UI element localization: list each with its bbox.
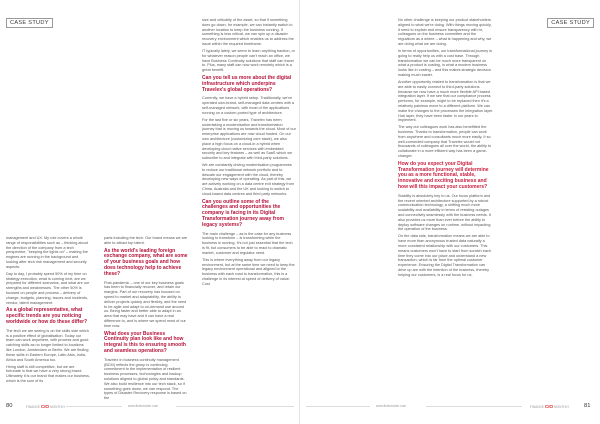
case-study-tag-right: CASE STUDY [547,18,594,28]
answer-paragraph: Currently, we have a hybrid setup. Traditionally, we've operated own-brand, self-managed data centres with a self-managed network, with most of the applications running on a custom-ported type of architecture. [202,96,295,115]
footer-divider [306,406,370,407]
answer-paragraph: We are constantly driving modernisation programmes to reduce our traditional network portfolio and to descale our engagement with the cloud, thereby developing new ways of operating. As part of this, we are actively working on a data centre exit strategy from China, Australia and the UK and looking to switch to cloud-based data centres and third party networks. [202,163,295,196]
column-3-paragraph: size and criticality of the asset, so that if something does go down, for example, we can instantly switch to another location to keep the business running. If something is less critical, we can spin up a disaster recovery environment which enables us to address the issue within the required timeframe. [202,18,294,46]
intro-paragraph-1: management and UX. My role covers a whole range of responsibilities such as – thinking about the direction of the company from a tech perspective, "keeping the lights on" – making the engines are running in the background and looking after tech risk management and security aspects. [6,236,88,269]
answer-paragraph: Stability is absolutely key to us. Our focus platform and the recent oriented architecture supported by a robust communication technology, a shifting much more scalability and availability in terms of resisting outages and connectivity seamlessly with the business needs. It also provides us more than ever before the ability to deploy software changes on runtime, without impacting the operation of the business. [398,193,491,232]
answer-paragraph: The main challenge – as is the case for any business looking to transform – is transforming while the business is running. It's not just essential that the tech is fit, but consumers to be able to react to dramatic market, customer and regulator need. [202,231,293,255]
page-number-right: 81 [584,403,591,409]
answer-paragraph: Post-pandemic – one of our key business goals has been to financially recover, and retain our margins. Part of our recovery has focused on speed to market and adaptability, the ability to deliver projects quickly and flexibly, and the need to be agile and adapt to on-demand use around us. Being faster and better able to adapt in an area that may have and it can have a real difference to, and is where we spend most of our time now. [104,280,187,328]
column-3 [202,18,296,289]
answer-paragraph: On the data side, transformation means we are able to have more than anonymous trusted data naturally a more consistent relationship with our customers. This means customers won't have to start from scratch each time they come into our place and understand a new transaction, which is far from the optimal customer experience. Ensuring the Digital Transformation can drive up are with the intention of the business, thereby helping our customers, is a real focus for us. [398,234,491,277]
website-url-right[interactable]: www.fintechtube.com [376,404,407,408]
page-number-left: 80 [6,403,13,409]
website-url-left[interactable]: www.fintechtube.com [128,404,159,408]
column-4-paragraph: The way our colleagues work has also benefitted the business. Thanks to transformation, people can work from anywhere and consultants much more easily. It so well-connected company that Travelex would not thousands of colleagues all over the world, the ability to collaborate in a more efficient way has been a game-changer. [398,125,492,159]
column-4-paragraph: In terms of opportunities, our transformational journey is going to really help us with a cost base. Through transformation we can be much more transparent on what a product is costing, in what a modern business looks like in costing – and this makes strategic decision making much easier. [398,48,492,77]
column-2 [104,236,188,403]
publication-name-left: FINANCE CIO MONTHLY [26,404,66,409]
footer-divider [426,406,522,407]
answer-paragraph: Hiring staff is still competitive, but we are fortunate in that we have a very strong brand. Ultimately it is our brand that makes our business, which is the sum of its [6,364,90,383]
answer-paragraph: Travelex in business continuity management (BCM) reflects the group is continuing commitment to the implementation of resilient business processes, technologies and backup solutions aligned to global policy and standards. We also build resilience into our tech stack, so if something goes down, we can respond. The types of Disaster Recovery response is based on the [104,357,187,401]
question-challenges: Can you outline some of the challenges and opportunities the company is facing in its Digital Transformation journey away from legacy systems? [202,198,284,228]
question-digital-infrastructure: Can you tell us more about the digital infrastructure which underpins Travelex's global operations? [202,74,292,93]
column-2-lead-paragraph: parts including the tech. Our brand means we are able to attract top talent. [104,236,188,245]
footer-divider [176,406,294,407]
column-4-paragraph: No other challenge is keeping our product stakeholders aligned to what we're doing. With things moving quickly, it need to explain and ensure transparency with hr, colleagues on the business committee and the regulators as a where – what is happening and why, we are doing what we are doing. [398,18,492,46]
right-page [300,0,600,424]
question-digital-transformation: How do you expect your Digital Transformation journey will determine you as a more functional, stable, innovative and exciting business and how will this impact your customers? [398,160,489,191]
answer-paragraph: For the last five or six years, Travelex has been undertaking a modernisation and transformation journey that is moving us towards the cloud. Most of our enterprise applications are now cloud hosted. On our own architecture (customizing core stack), we also place a high focus on a cloud-in a hybrid when developing cloud native services with embedded security and key features – as well as SaaS which we subscribe to and integrate with third-party solutions. [202,117,296,161]
question-global-trends: As a global representative, what specific trends are you noticing worldwide or how do these differ? [6,307,88,325]
question-business-continuity: What does your Business Continuity plan look like and how integral is this to ensuring smooth and seamless operations? [104,330,186,354]
cio-brand-mark: CIO [40,404,50,409]
intro-paragraph-2: Day to day, I probably spend 50% of my time on strategy execution, what is coming next, are we prepared for different scenarios, and what are our strengths and weaknesses. The other 50% is focused on people and process – delivery of change, budgets, planning, issues and incidents, vendor, talent management. [6,271,90,305]
answer-paragraph: This is where everything away from our legacy environment, but at the same time we need to keep the legacy environment operational and aligned to the business with each road to transformation, this is a challenge in its interest at speed of delivery of value. Cost [202,257,295,286]
footer-divider [66,406,122,407]
footer-left [6,403,294,410]
question-business-goals: As the world's leading foreign exchange company, what are some of your business goals and how does technology help to achieve these? [104,247,188,277]
case-study-tag-left: CASE STUDY [6,18,53,28]
column-1 [6,236,90,386]
cio-brand-mark: CIO [544,404,554,409]
column-3-paragraph: IT typically lately, we seem to learn anything traction, or for whatever reason people can't reach an office, we have Business Continuity solutions that staff can travel to. Plus, many staff can now work remotely which is a great benefit. [202,48,295,73]
answer-paragraph: The tech we are seeing is on the skills side which is a positive effect of globalisation. Today our team can work anywhere, with process and good catching skills as no longer limited to locations like London, Amsterdam or Berlin. We are finding these skills in Eastern Europe, Latin Asia, India, Africa and South America too. [6,328,89,362]
column-4 [398,18,494,280]
column-4-paragraph: Another opportunity related to transformation is that we are able to easily connect to third-party solutions because we now have a much more flexible API based integration layer. If we see that our compliance process performs, for example, might to be replaced then it's a relatively painless move to a different platform. We can make the changes to the processes the integration layer. Hub layer, they have been faster in our years to implement. [398,79,494,123]
publication-name-right: FINANCE CIO MONTHLY [530,404,570,409]
footer-right [306,403,594,410]
